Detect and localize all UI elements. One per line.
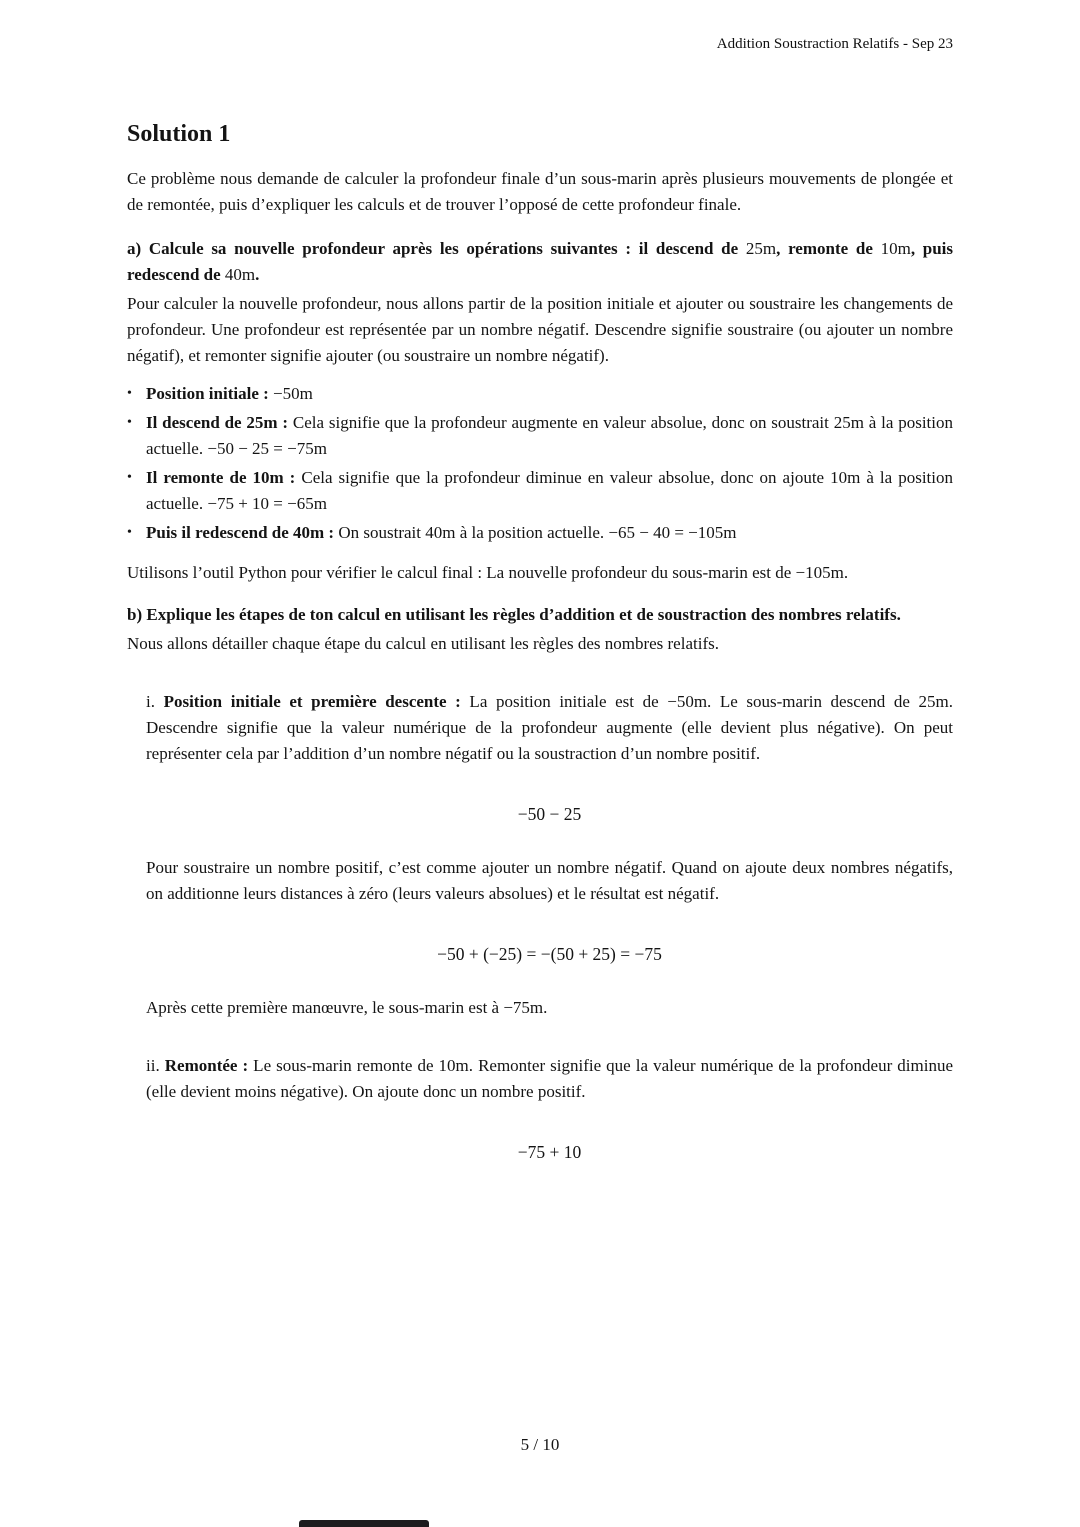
bullet-bold: Il descend de 25m : xyxy=(146,413,289,432)
list-item xyxy=(127,520,953,546)
step-bold: Remontée : xyxy=(164,1056,249,1075)
section-b-intro: Nous allons détailler chaque étape du calcul en utilisant les règles des nombres relatifs. xyxy=(127,634,719,653)
heading-a-segment: , puis redescend de xyxy=(127,239,954,284)
bullet-icon xyxy=(127,520,146,546)
page-number: 5 / 10 xyxy=(520,1435,560,1454)
heading-a-segment: a) Calcule sa nouvelle profondeur après les opérations suivantes : il descend de xyxy=(127,239,746,258)
bullet-icon xyxy=(127,410,146,462)
equation-3: −75 + 10 xyxy=(517,1142,582,1162)
intro-paragraph: Ce problème nous demande de calculer la profondeur finale d’un sous-marin après plusieurs mouvements de plongée et de remontée, puis d’expliquer les calculs et de trouver l’opposé de cette profondeur finale. xyxy=(127,169,953,214)
list-item xyxy=(127,465,953,517)
bullet-text: Cela signifie que la profondeur diminue en valeur absolue, donc on ajoute 10m à la position actuelle. xyxy=(146,468,953,513)
body-paragraph: Pour soustraire un nombre positif, c’est comme ajouter un nombre négatif. Quand on ajoute deux nombres négatifs, on additionne leurs distances à zéro (leurs valeurs absolues) et le résultat est négatif. xyxy=(146,858,953,903)
step-roman: ii. xyxy=(146,1056,165,1075)
bullet-text: Cela signifie que la profondeur augmente en valeur absolue, donc on soustrait 25m à la position actuelle. xyxy=(146,413,953,458)
bullet-bold: Position initiale : xyxy=(146,384,269,403)
bullet-math: −65 − 40 = −105m xyxy=(608,523,737,542)
heading-a-segment: , remonte de xyxy=(776,239,881,258)
equation-2: −50 + (−25) = −(50 + 25) = −75 xyxy=(437,944,662,964)
math-inline: 25m xyxy=(745,239,777,258)
bullet-icon xyxy=(127,381,146,407)
bullet-icon xyxy=(127,465,146,517)
result-paragraph: Après cette première manœuvre, le sous-marin est à −75m. xyxy=(146,998,548,1017)
bullet-content xyxy=(146,465,953,517)
math-inline: 40m xyxy=(224,265,256,284)
bullet-list xyxy=(127,381,953,546)
bullet-text: On soustrait 40m à la position actuelle. xyxy=(334,523,609,542)
heading-a-segment: . xyxy=(255,265,260,284)
step-roman: i. xyxy=(146,692,164,711)
math-inline: −105m xyxy=(795,563,844,582)
bullet-math: −75 + 10 = −65m xyxy=(207,494,327,513)
section-a-heading xyxy=(127,236,953,288)
math-inline: 10m xyxy=(880,239,911,258)
step-text: La position initiale est de −50m. Le sous-marin descend de 25m. Descendre signifie que la valeur numérique de la profondeur augmente (elle devient plus négative). On peut représenter cela par l’addition d’un nombre négatif ou la soustraction d’un nombre positif. xyxy=(146,692,953,763)
step-i-paragraph xyxy=(146,689,953,767)
section-b-detail xyxy=(146,689,953,1165)
list-item xyxy=(127,410,953,462)
list-item xyxy=(127,381,953,407)
step-bold: Position initiale et première descente : xyxy=(163,692,461,711)
step-ii-paragraph xyxy=(146,1053,953,1105)
step-text: Le sous-marin remonte de 10m. Remonter signifie que la valeur numérique de la profondeur diminue (elle devient moins négative). On ajoute donc un nombre positif. xyxy=(146,1056,953,1101)
python-text: Utilisons l’outil Python pour vérifier le calcul final : La nouvelle profondeur du sous-marin est de xyxy=(127,563,796,582)
running-header: Addition Soustraction Relatifs - Sep 23 xyxy=(716,36,953,52)
bullet-bold: Puis il redescend de 40m : xyxy=(146,523,335,542)
bullet-content xyxy=(146,410,953,462)
solution-title: Solution 1 xyxy=(127,121,231,147)
bottom-edge-artifact xyxy=(299,1520,429,1527)
equation-1: −50 − 25 xyxy=(517,804,582,824)
bullet-bold: Il remonte de 10m : xyxy=(146,468,296,487)
bullet-math: −50m xyxy=(273,384,313,403)
section-a-body: Pour calculer la nouvelle profondeur, nous allons partir de la position initiale et ajouter ou soustraire les changements de profondeur. Une profondeur est représentée par un nombre négatif. Descendre signifie soustraire (ou ajouter un nombre négatif), et remonter signifie ajouter (ou soustraire un nombre négatif). xyxy=(127,294,953,365)
section-b-heading: b) Explique les étapes de ton calcul en utilisant les règles d’addition et de soustraction des nombres relatifs. xyxy=(127,605,901,624)
bullet-content xyxy=(146,381,953,407)
python-paragraph xyxy=(127,560,953,586)
bullet-content xyxy=(146,520,953,546)
python-text: . xyxy=(843,563,849,582)
bullet-math: −50 − 25 = −75m xyxy=(207,439,327,458)
